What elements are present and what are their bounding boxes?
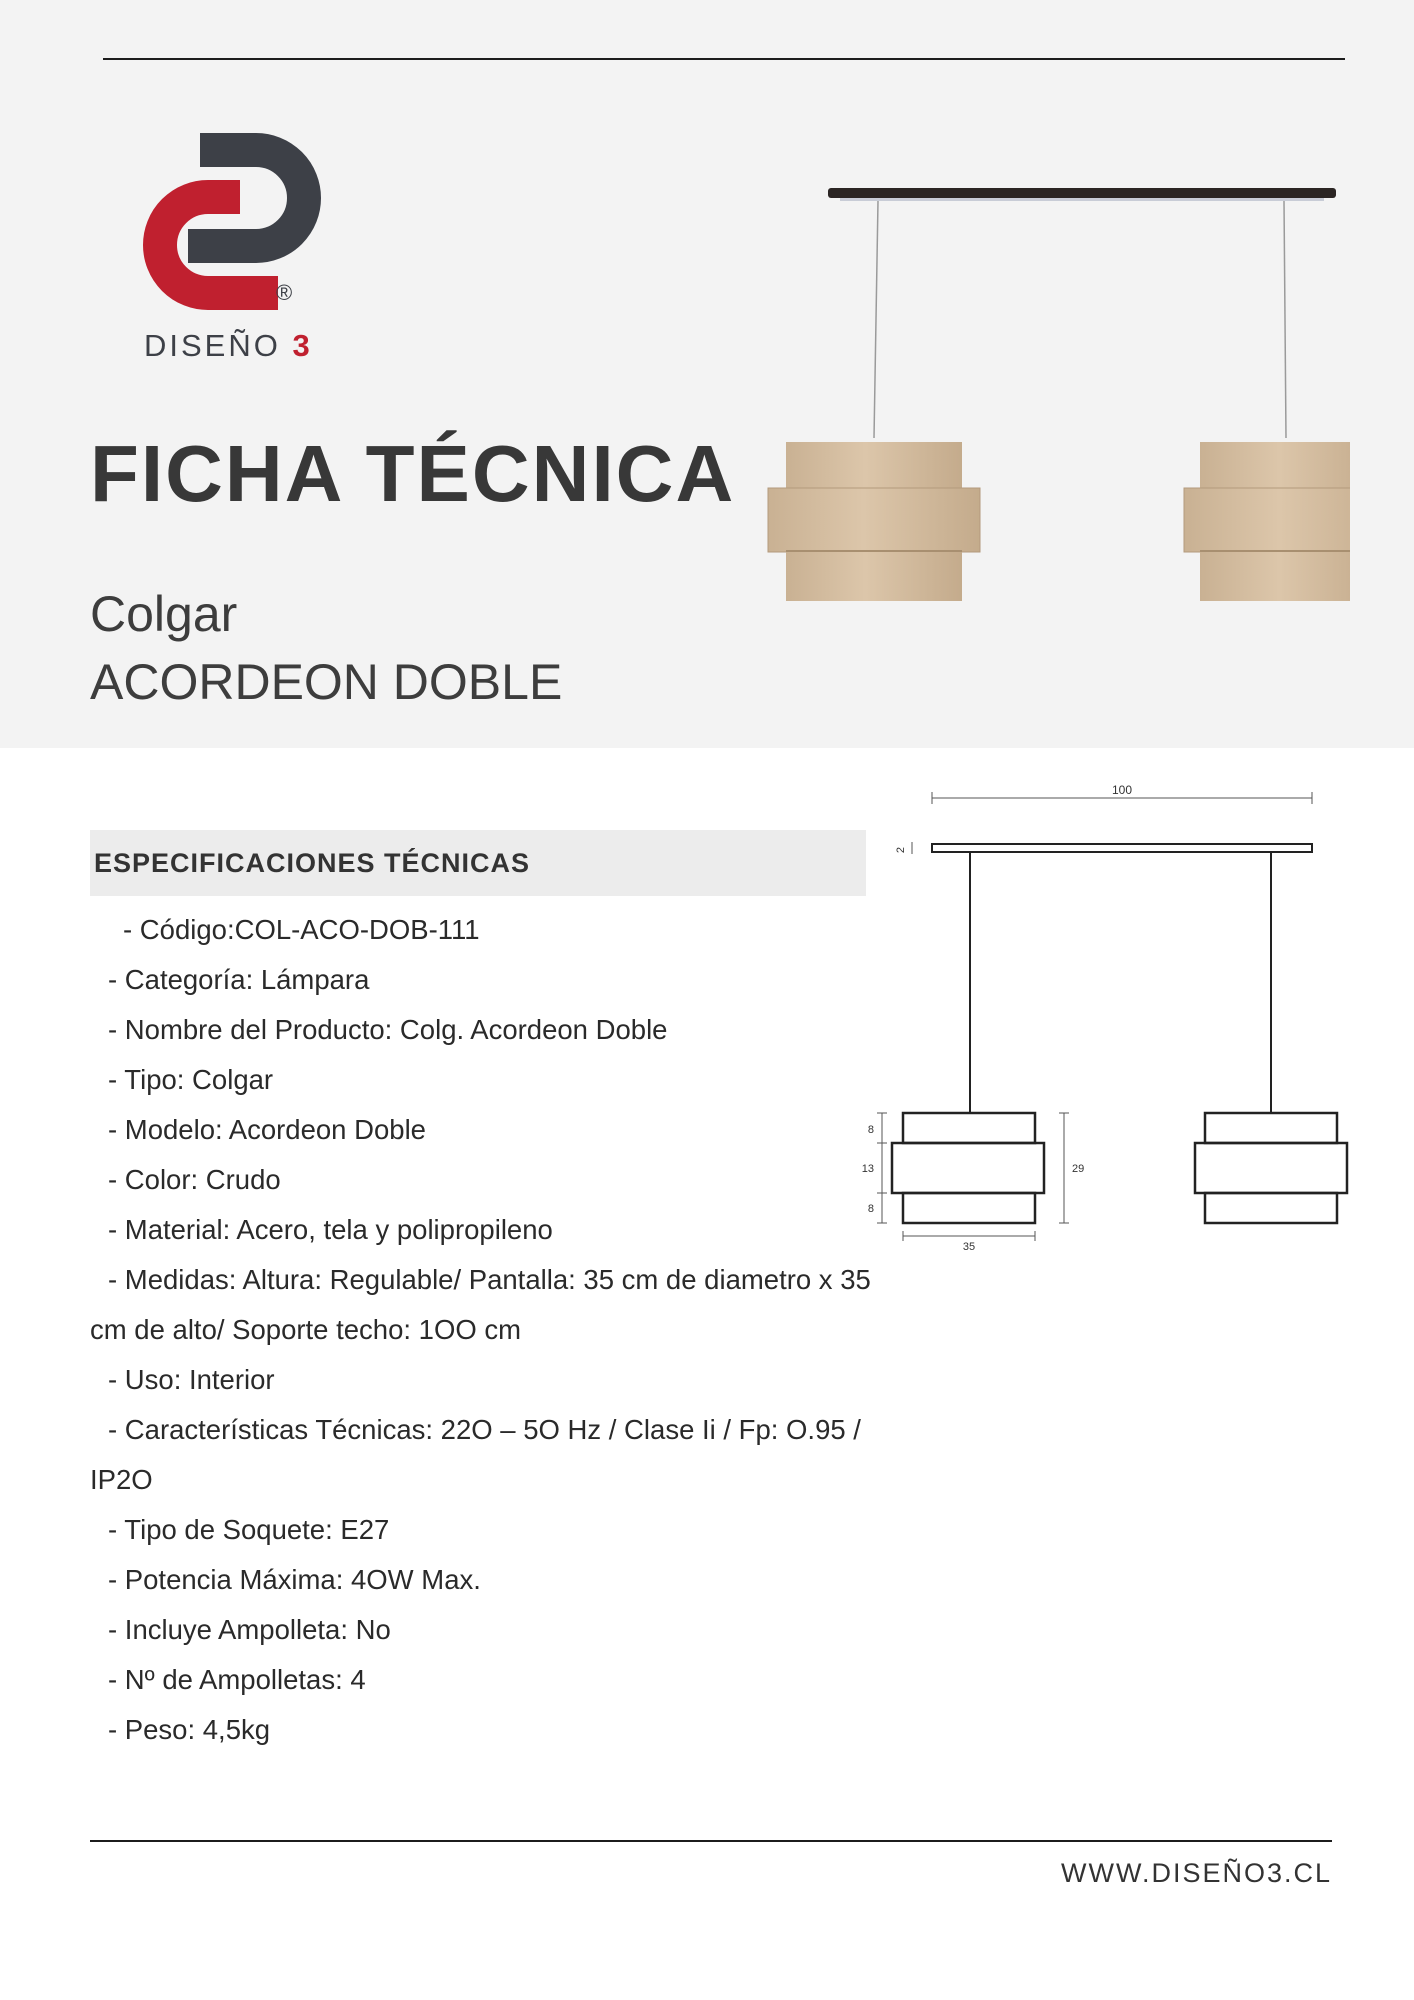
top-divider <box>103 58 1345 60</box>
left-lamp-shade <box>768 442 980 601</box>
left-cable <box>874 201 878 438</box>
total-height-label: 29 <box>1072 1163 1085 1175</box>
spec-code: - Código:COL-ACO-DOB-111 <box>123 914 480 945</box>
tier-middle-label: 13 <box>861 1163 874 1175</box>
specs-list <box>90 905 960 1755</box>
right-cable <box>1284 201 1286 438</box>
spec-material: - Material: Acero, tela y polipropileno <box>108 1214 553 1245</box>
spec-model: - Modelo: Acordeon Doble <box>108 1114 426 1145</box>
spec-category: - Categoría: Lámpara <box>108 964 370 995</box>
bottom-divider <box>90 1840 1332 1842</box>
spec-color: - Color: Crudo <box>108 1164 281 1195</box>
spec-weight: - Peso: 4,5kg <box>108 1714 271 1745</box>
website-link[interactable]: WWW.DISEÑO3.CL <box>1060 1858 1332 1888</box>
spec-use: - Uso: Interior <box>108 1364 275 1395</box>
product-subtitle <box>90 580 562 716</box>
diameter-label: 35 <box>962 1241 976 1253</box>
registered-mark: ® <box>276 280 293 305</box>
spec-technical-continued: IP2O <box>90 1464 153 1495</box>
spec-bulb-count: - Nº de Ampolletas: 4 <box>108 1664 366 1695</box>
product-category: Colgar <box>90 586 238 642</box>
spec-type: - Tipo: Colgar <box>108 1064 274 1095</box>
product-name: ACORDEON DOBLE <box>90 654 563 710</box>
spec-measures: - Medidas: Altura: Regulable/ Pantalla: 35 cm de diametro x 35 <box>108 1264 871 1295</box>
ceiling-bar <box>828 188 1336 198</box>
tier-bottom-label: 8 <box>867 1203 874 1215</box>
page-title: FICHA TÉCNICA <box>90 429 736 518</box>
pendant-lamp-photo <box>760 176 1350 626</box>
logo-mark-icon <box>128 128 348 328</box>
dimension-drawing <box>860 780 1360 1260</box>
width-dimension-label: 100 <box>1111 783 1133 797</box>
spec-product-name: - Nombre del Producto: Colg. Acordeon Doble <box>108 1014 668 1045</box>
brand-name-prefix: DISEÑO <box>144 328 281 363</box>
spec-bulb-included: - Incluye Ampolleta: No <box>108 1614 391 1645</box>
spec-measures-continued: cm de alto/ Soporte techo: 1OO cm <box>90 1314 522 1345</box>
specs-heading-bar <box>90 830 866 896</box>
spec-max-power: - Potencia Máxima: 4OW Max. <box>108 1564 481 1595</box>
brand-name <box>144 328 313 364</box>
spec-technical: - Características Técnicas: 22O – 5O Hz / Clase Ii / Fp: O.95 / <box>108 1414 861 1445</box>
spec-socket: - Tipo de Soquete: E27 <box>108 1514 390 1545</box>
brand-name-number: 3 <box>292 328 313 363</box>
brand-logo <box>128 128 348 368</box>
right-lamp-shade <box>1184 442 1350 601</box>
specs-heading: ESPECIFICACIONES TÉCNICAS <box>94 848 531 878</box>
bar-height-label: 2 <box>895 846 907 854</box>
tier-top-label: 8 <box>867 1124 874 1136</box>
